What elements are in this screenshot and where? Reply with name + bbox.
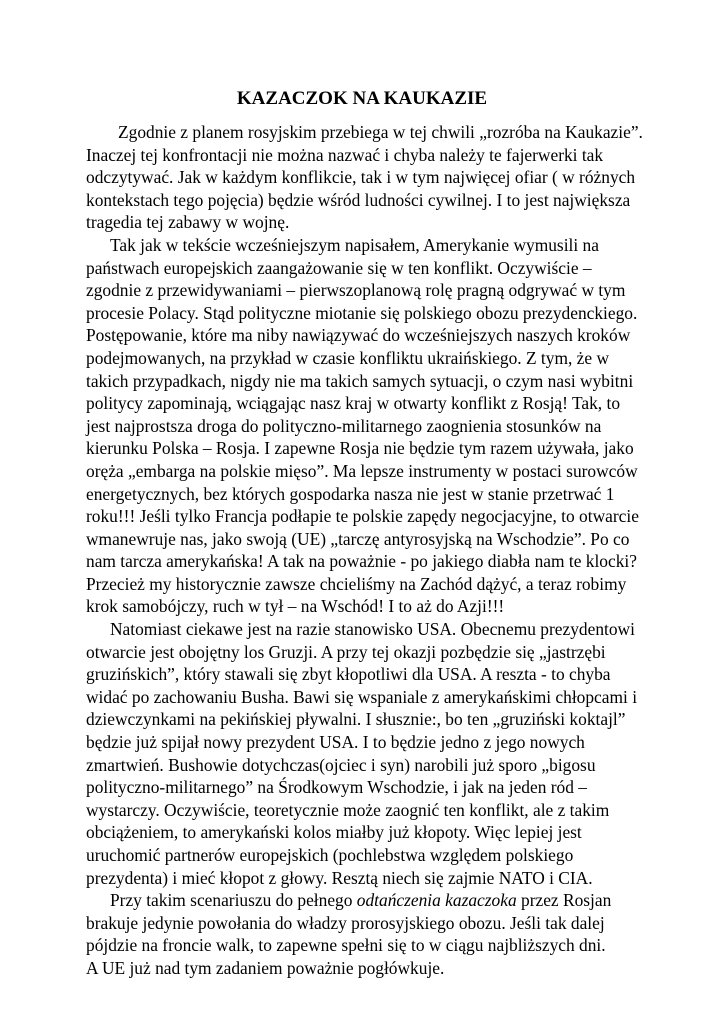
text-line: państwach europejskich zaangażowanie się w ten konflikt. Oczywiście – xyxy=(86,257,592,278)
text-line: oręża „embarga na polskie mięso”. Ma lepsze instrumenty w postaci surowców xyxy=(86,460,638,481)
text-line: wmanewruje nas, jako swoją (UE) „tarczę antyrosyjską na Wschodzie”. Po co xyxy=(86,528,630,549)
text-line: odczytywać. Jak w każdym konflikcie, tak i w tym najwięcej ofiar ( w różnych xyxy=(86,167,636,188)
text-line: procesie Polacy. Stąd polityczne miotanie się polskiego obozu prezydenckiego. xyxy=(86,302,638,323)
text-line: będzie już spijał nowy prezydent USA. I to będzie jedno z jego nowych xyxy=(86,732,585,753)
text-line: A UE już nad tym zadaniem poważnie pogłówkuje. xyxy=(86,957,445,978)
text-line: obciążeniem, to amerykański kolos miałby już kłopoty. Więc lepiej jest xyxy=(86,822,582,843)
text-line: prezydenta) i mieć kłopot z głowy. Resztą niech się zajmie NATO i CIA. xyxy=(86,867,593,888)
text-line: kontekstach tego pojęcia) będzie wśród ludności cywilnej. I to jest największa xyxy=(86,189,631,210)
text-line: pójdzie na froncie walk, to zapewne spełni się to w ciągu najbliższych dni. xyxy=(86,935,606,956)
text-line: uruchomić partnerów europejskich (pochlebstwa względem polskiego xyxy=(86,845,574,865)
paragraph xyxy=(86,121,646,234)
paragraph xyxy=(86,234,646,618)
text-line: widać po zachowaniu Busha. Bawi się wspaniale z amerykańskimi chłopcami i xyxy=(86,686,638,707)
text-line: podejmowanych, na przykład w czasie konfliktu ukraińskiego. Z tym, że w xyxy=(86,347,610,368)
text-line: takich przypadkach, nigdy nie ma takich samych sytuacji, o czym nasi wybitni xyxy=(86,370,634,391)
text-line: roku!!! Jeśli tylko Francja podłapie te polskie zapędy negocjacyjne, to otwarcie xyxy=(86,506,639,527)
text-line: gruzińskich”, który stawali się zbyt kłopotliwi dla USA. A reszta - to chyba xyxy=(86,664,611,685)
text-line xyxy=(86,889,646,912)
paragraph xyxy=(86,889,646,979)
italic-phrase: odtańczenia kazaczoka xyxy=(356,890,517,911)
document-title: KAZACZOK NA KAUKAZIE xyxy=(236,88,488,109)
article-body xyxy=(86,121,646,980)
text-line: Zgodnie z planem rosyjskim przebiega w tej chwili „rozróba na Kaukazie”. xyxy=(118,122,643,142)
text-line: tragedia tej zabawy w wojnę. xyxy=(86,212,290,233)
text-line: polityczno-militarnego” na Środkowym Wschodzie, i jak na jeden ród – xyxy=(86,777,587,798)
text-line: dziewczynkami na pekińskiej pływalni. I słusznie:, bo ten „gruziński koktajl” xyxy=(86,709,626,730)
text-line: jest najprostsza droga do polityczno-militarnego zaognienia stosunków na xyxy=(86,415,602,436)
text-line: zgodnie z przewidywaniami – pierwszoplanową rolę pragną odgrywać w tym xyxy=(86,280,626,301)
text-line: politycy zapominają, wciągając nasz kraj w otwarty konflikt z Rosją! Tak, to xyxy=(86,393,621,414)
text-run: Przy takim scenariuszu do pełnego xyxy=(110,890,357,911)
text-line: Natomiast ciekawe jest na razie stanowisko USA. Obecnemu prezydentowi xyxy=(110,619,635,640)
text-line: energetycznych, bez których gospodarka nasza nie jest w stanie przetrwać 1 xyxy=(86,483,615,504)
text-line: Przecież my historycznie zawsze chcieliśmy na Zachód dążyć, a teraz robimy xyxy=(86,573,627,594)
text-line: kierunku Polska – Rosja. I zapewne Rosja nie będzie tym razem używała, jako xyxy=(86,438,634,459)
text-line: Tak jak w tekście wcześniejszym napisałem, Amerykanie wymusili na xyxy=(110,234,599,255)
text-line: Postępowanie, które ma niby nawiązywać do wcześniejszych naszych kroków xyxy=(86,325,631,346)
text-line: zmartwień. Bushowie dotychczas(ojciec i syn) narobili już sporo „bigosu xyxy=(86,754,596,775)
paragraph xyxy=(86,618,646,889)
text-line: otwarcie jest obojętny los Gruzji. A przy tej okazji pozbędzie się „jastrzębi xyxy=(86,641,606,662)
text-line: Inaczej tej konfrontacji nie można nazwać i chyba należy te fajerwerki tak xyxy=(86,144,604,165)
text-line: krok samobójczy, ruch w tył – na Wschód! I to aż do Azji!!! xyxy=(86,596,505,617)
text-line: nam tarcza amerykańska! A tak na poważnie - po jakiego diabła nam te klocki? xyxy=(86,551,637,572)
text-run: przez Rosjan xyxy=(516,890,612,911)
text-line: wystarczy. Oczywiście, teoretycznie może zaognić ten konflikt, ale z takim xyxy=(86,799,610,820)
text-line: brakuje jedynie powołania do władzy prorosyjskiego obozu. Jeśli tak dalej xyxy=(86,912,605,933)
